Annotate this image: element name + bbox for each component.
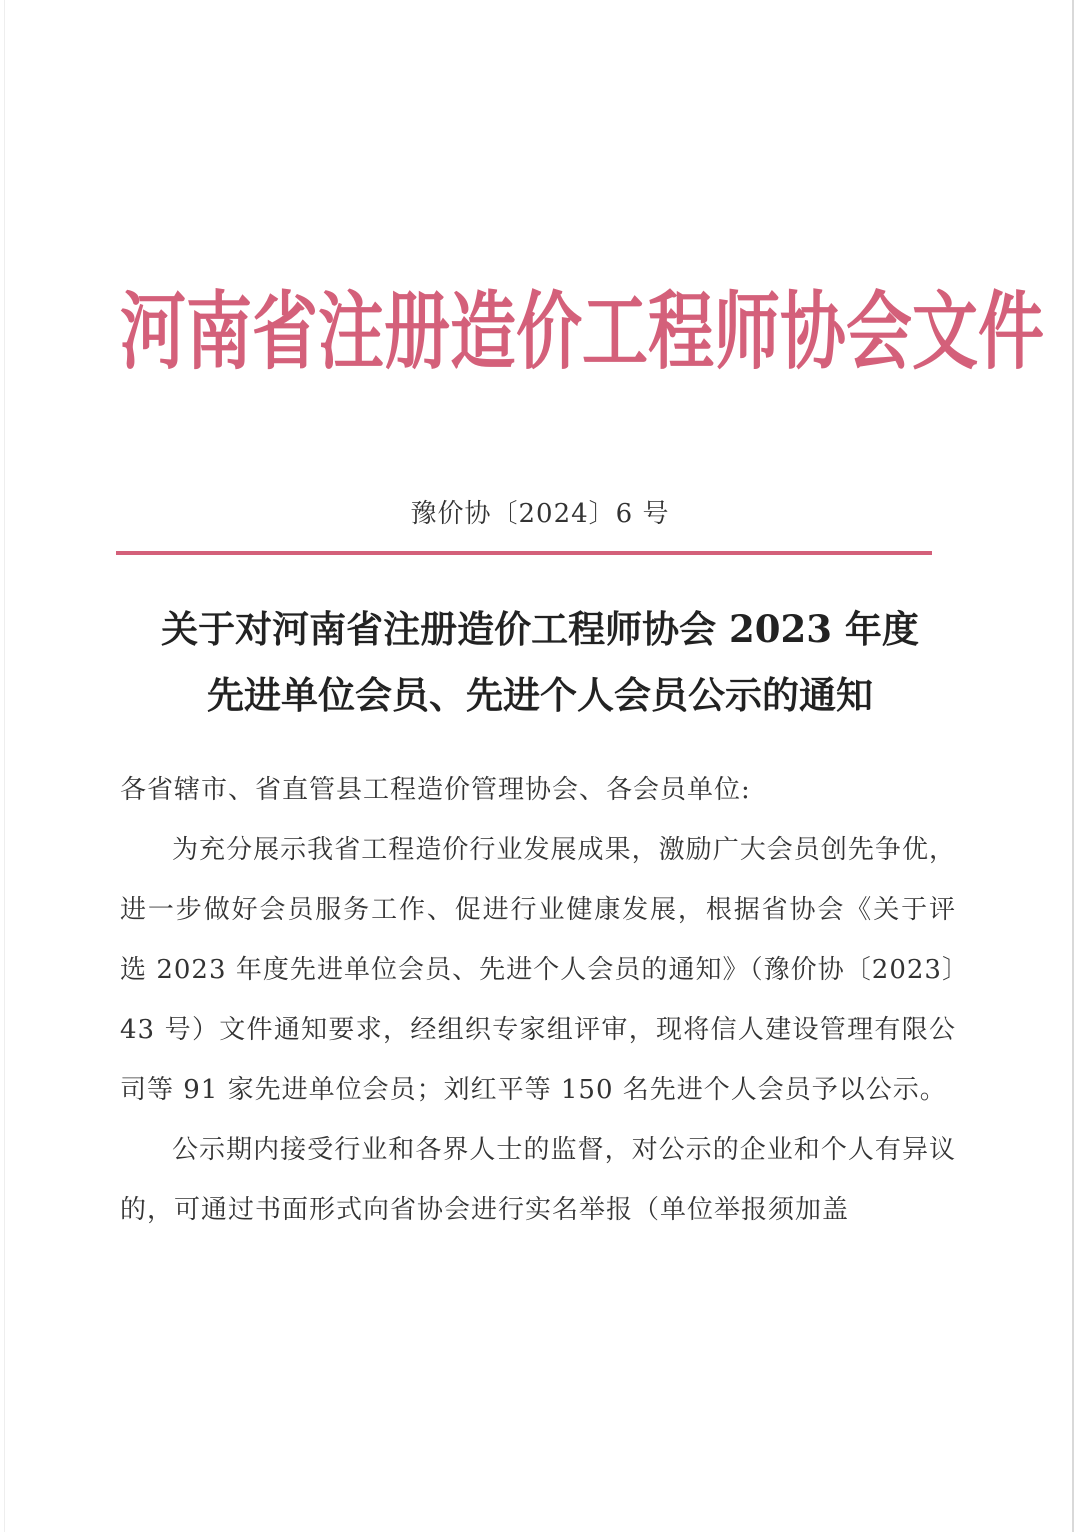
notice-title-line-2: 先进单位会员、先进个人会员公示的通知 [207,673,873,717]
paragraph-1: 为充分展示我省工程造价行业发展成果，激励广大会员创先争优，进一步做好会员服务工作、促进行业健康发展，根据省协会《关于评选 2023 年度先进单位会员、先进个人会员的通知》（豫价协〔2023〕43 号）文件通知要求，经组织专家组评审，现将信人建设管理有限公司等 91 家先进单位会员；刘红平等 150 名先进个人会员予以公示。 [120,835,956,1105]
notice-title-line-1: 关于对河南省注册造价工程师协会 2023 年度 [161,607,919,651]
notice-body [120,760,956,1240]
paragraph-2: 公示期内接受行业和各界人士的监督，对公示的企业和个人有异议的，可通过书面形式向省协会进行实名举报（单位举报须加盖 [120,1135,956,1225]
document-masthead: 河南省注册造价工程师协会文件 [120,283,1044,382]
document-number: 豫价协〔2024〕6 号 [410,499,670,529]
salutation: 各省辖市、省直管县工程造价管理协会、各会员单位: [120,775,751,805]
notice-title [110,596,970,728]
red-divider-line [116,551,932,555]
scan-edge-right [1072,0,1074,1532]
scan-edge-left [4,0,5,1532]
